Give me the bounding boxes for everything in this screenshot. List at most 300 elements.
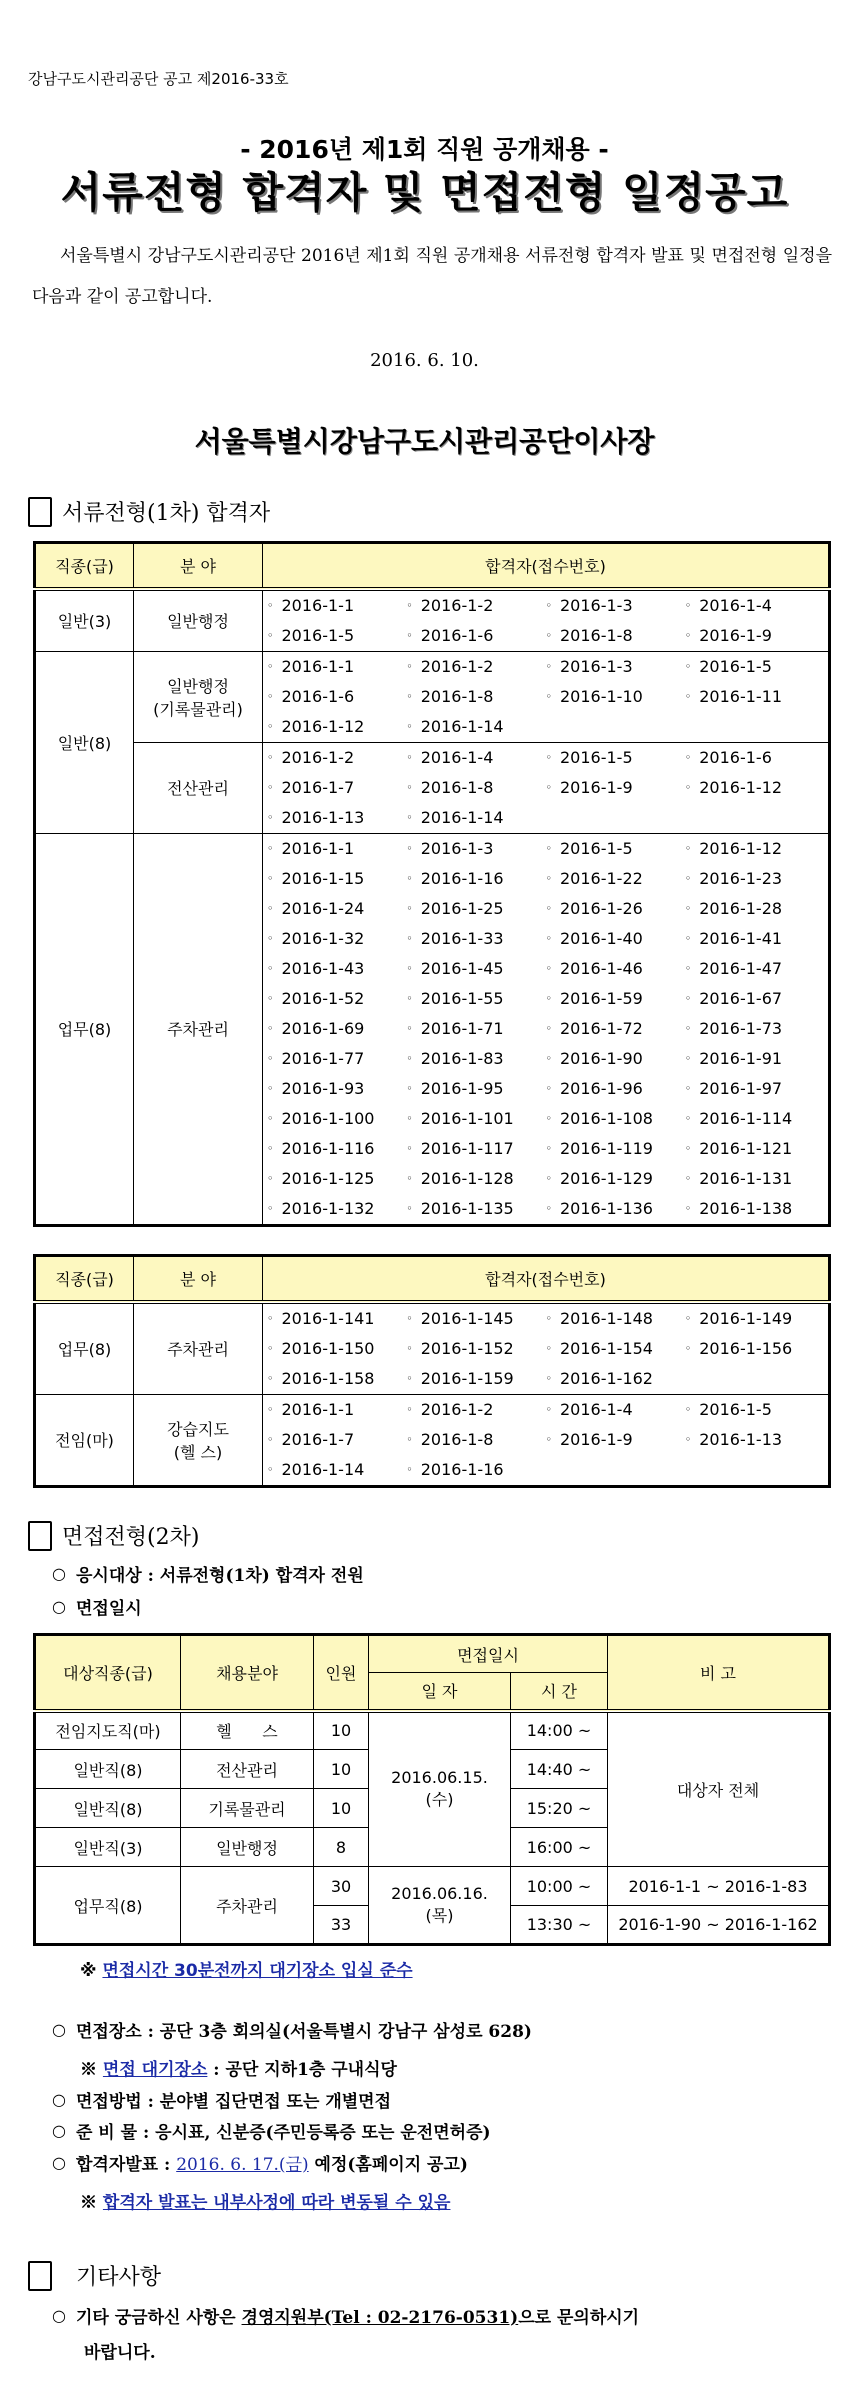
- passer-id-text: 2016-1-90: [560, 1048, 643, 1068]
- passer-id-text: 2016-1-83: [420, 1048, 504, 1068]
- cell-count: 10: [314, 1750, 369, 1789]
- cell-job: 일반직(8): [35, 1789, 181, 1828]
- bullet-icon: ◦: [684, 659, 692, 673]
- passer-id: [406, 1455, 545, 1485]
- bullet-icon: ◦: [545, 991, 552, 1005]
- cell-field: 전산관리: [181, 1750, 314, 1789]
- header-field: 채용분야: [181, 1635, 314, 1711]
- passer-id-text: 2016-1-125: [281, 1168, 375, 1188]
- bullet-icon: ◦: [267, 780, 274, 794]
- circle-bullet-icon: ○: [52, 2121, 66, 2140]
- target-item: [52, 1561, 364, 1586]
- passer-id: [406, 864, 545, 894]
- passer-id-text: 2016-1-152: [420, 1338, 514, 1358]
- header-time: 시 간: [511, 1673, 608, 1711]
- cell-passers: [263, 833, 830, 1225]
- bullet-icon: ◦: [406, 1371, 413, 1385]
- passer-id-list: [263, 1395, 828, 1485]
- passer-id: [267, 1134, 406, 1164]
- cell-job: 일반(3): [35, 589, 134, 652]
- passer-id-text: 2016-1-16: [420, 868, 504, 888]
- passer-id-text: 2016-1-5: [560, 747, 633, 767]
- passer-id-text: 2016-1-141: [281, 1308, 375, 1328]
- waiting-label: 면접 대기장소: [102, 2060, 208, 2080]
- passer-id: [685, 1134, 824, 1164]
- passer-id: [546, 743, 685, 773]
- items-item: [52, 2118, 491, 2143]
- passers-table-1: [33, 541, 831, 1227]
- passer-id: [267, 1014, 406, 1044]
- passer-id-text: 2016-1-148: [560, 1308, 653, 1328]
- passer-id-text: 2016-1-26: [560, 898, 643, 918]
- table-row: [35, 1394, 830, 1486]
- reference-mark-icon: ※: [80, 1961, 97, 1981]
- passer-id: [546, 1194, 685, 1224]
- bullet-icon: ◦: [545, 780, 552, 794]
- passer-id-list: [263, 834, 828, 1224]
- cell-count: 8: [314, 1828, 369, 1867]
- cell-time: 15:20 ~: [511, 1789, 608, 1828]
- passer-id-text: 2016-1-116: [281, 1138, 375, 1158]
- cell-field: 일반행정: [134, 589, 263, 652]
- passer-id: [406, 803, 545, 833]
- passer-id: [685, 1194, 824, 1224]
- passer-id: [546, 1134, 685, 1164]
- bullet-icon: ◦: [684, 901, 692, 915]
- passer-id: [267, 803, 406, 833]
- passer-id: [406, 834, 545, 864]
- bullet-icon: ◦: [545, 901, 552, 915]
- passer-id: [685, 954, 824, 984]
- passer-id-text: 2016-1-96: [560, 1078, 643, 1098]
- bullet-icon: ◦: [684, 1402, 692, 1416]
- bullet-icon: ◦: [406, 961, 413, 975]
- bullet-icon: ◦: [406, 780, 413, 794]
- passer-id: [685, 984, 824, 1014]
- bullet-icon: ◦: [267, 1341, 274, 1355]
- bullet-icon: ◦: [545, 961, 552, 975]
- cell-field: 일반행정 (기록물관리): [134, 651, 263, 742]
- passer-id-text: 2016-1-9: [699, 625, 772, 645]
- header-job: 직종(급): [35, 1256, 134, 1302]
- bullet-icon: ◦: [406, 689, 413, 703]
- passer-id-text: 2016-1-77: [281, 1048, 365, 1068]
- passer-id: [267, 1074, 406, 1104]
- bullet-icon: ◦: [545, 750, 552, 764]
- passer-id-text: 2016-1-2: [420, 595, 494, 615]
- reference-mark-icon: ※: [80, 2193, 97, 2213]
- passer-id-text: 2016-1-95: [420, 1078, 504, 1098]
- cell-time: 16:00 ~: [511, 1828, 608, 1867]
- cell-job: 전임(마): [35, 1394, 134, 1486]
- cell-field: 기록물관리: [181, 1789, 314, 1828]
- bullet-icon: ◦: [545, 659, 552, 673]
- passer-id: [685, 834, 824, 864]
- passer-id-text: 2016-1-12: [699, 838, 783, 858]
- passer-id: [406, 954, 545, 984]
- bullet-icon: ◦: [545, 1111, 552, 1125]
- cell-field: 일반행정: [181, 1828, 314, 1867]
- passer-id: [267, 1395, 406, 1425]
- cell-field: 전산관리: [134, 742, 263, 833]
- cell-time: 14:40 ~: [511, 1750, 608, 1789]
- bullet-icon: ◦: [406, 1311, 413, 1325]
- passer-id: [685, 773, 824, 803]
- passer-id-text: 2016-1-108: [560, 1108, 653, 1128]
- passer-id: [406, 1074, 545, 1104]
- circle-bullet-icon: ○: [52, 2090, 66, 2109]
- bullet-icon: ◦: [684, 628, 692, 642]
- passer-id-text: 2016-1-71: [420, 1018, 504, 1038]
- bullet-icon: ◦: [684, 598, 692, 612]
- passer-id: [267, 1364, 406, 1394]
- date-text: 2016.06.16.: [391, 1884, 488, 1903]
- cell-job: 일반직(8): [35, 1750, 181, 1789]
- section3-title: 기타사항: [76, 2265, 162, 2290]
- cell-job: 업무(8): [35, 1302, 134, 1395]
- passer-id-text: 2016-1-52: [281, 988, 365, 1008]
- signature: 서울특별시강남구도시관리공단이사장: [194, 425, 655, 458]
- passer-id: [546, 1074, 685, 1104]
- bullet-icon: ◦: [267, 659, 274, 673]
- cell-time: 13:30 ~: [511, 1906, 608, 1945]
- bullet-icon: ◦: [267, 1021, 274, 1035]
- bullet-icon: ◦: [406, 1111, 413, 1125]
- passer-id: [406, 591, 545, 621]
- passer-id: [267, 864, 406, 894]
- passer-id-text: 2016-1-7: [281, 777, 355, 797]
- intro-paragraph: [32, 236, 832, 318]
- bullet-icon: ◦: [684, 1141, 692, 1155]
- announce-item: [52, 2150, 468, 2175]
- passer-id: [406, 1044, 545, 1074]
- passer-id: [546, 924, 685, 954]
- section2-heading: [28, 1520, 199, 1551]
- passer-id: [406, 1014, 545, 1044]
- bullet-icon: ◦: [406, 871, 413, 885]
- passer-id-text: 2016-1-16: [420, 1459, 504, 1479]
- passer-id-list: [263, 591, 828, 651]
- passer-id-text: 2016-1-93: [281, 1078, 365, 1098]
- bullet-icon: ◦: [406, 931, 413, 945]
- header-job: 직종(급): [35, 543, 134, 589]
- passer-id: [546, 1104, 685, 1134]
- passer-id-text: 2016-1-24: [281, 898, 365, 918]
- bullet-icon: ◦: [267, 1402, 274, 1416]
- passer-id-text: 2016-1-41: [699, 928, 783, 948]
- passer-id-text: 2016-1-9: [560, 777, 633, 797]
- passer-id: [546, 682, 685, 712]
- passer-id: [685, 682, 824, 712]
- passer-id: [406, 1104, 545, 1134]
- passer-id: [267, 652, 406, 682]
- bullet-icon: ◦: [406, 1341, 413, 1355]
- passer-id-text: 2016-1-101: [420, 1108, 514, 1128]
- passer-id: [546, 954, 685, 984]
- bullet-icon: ◦: [406, 901, 413, 915]
- bullet-icon: ◦: [545, 1081, 552, 1095]
- bullet-icon: ◦: [267, 1462, 274, 1476]
- bullet-icon: ◦: [545, 1341, 552, 1355]
- place-text: 면접장소 : 공단 3층 회의실(서울특별시 강남구 삼성로 628): [75, 2022, 532, 2042]
- passer-id-text: 2016-1-97: [699, 1078, 783, 1098]
- bullet-icon: ◦: [684, 841, 692, 855]
- passer-id: [406, 1194, 545, 1224]
- bullet-icon: ◦: [267, 750, 274, 764]
- place-item: [52, 2017, 532, 2042]
- circle-bullet-icon: ○: [52, 2020, 66, 2039]
- passer-id: [406, 984, 545, 1014]
- passer-id: [406, 712, 545, 742]
- passer-id-text: 2016-1-22: [560, 868, 643, 888]
- bullet-icon: ◦: [545, 1051, 552, 1065]
- passer-id-text: 2016-1-4: [699, 595, 772, 615]
- passer-id-list: [263, 1304, 828, 1394]
- passer-id-text: 2016-1-14: [281, 1459, 365, 1479]
- day-text: (수): [425, 1790, 454, 1810]
- passer-id: [685, 591, 824, 621]
- cell-date: [369, 1711, 511, 1867]
- contact-post: 으로 문의하시기: [518, 2308, 640, 2328]
- announce-note: [80, 2188, 450, 2213]
- bullet-icon: ◦: [684, 931, 692, 945]
- passer-id-text: 2016-1-114: [699, 1108, 793, 1128]
- table-row: [35, 742, 830, 833]
- bullet-icon: ◦: [684, 961, 692, 975]
- passer-id-text: 2016-1-13: [281, 807, 365, 827]
- table-row: [35, 1711, 830, 1750]
- bullet-icon: ◦: [406, 659, 413, 673]
- passer-id-text: 2016-1-158: [281, 1368, 375, 1388]
- passer-id: [406, 1164, 545, 1194]
- cell-passers: [263, 742, 830, 833]
- passer-id-text: 2016-1-5: [699, 656, 772, 676]
- bullet-icon: ◦: [545, 628, 552, 642]
- bullet-icon: ◦: [406, 719, 413, 733]
- passer-id: [406, 682, 545, 712]
- bullet-icon: ◦: [267, 810, 274, 824]
- cell-passers: [263, 1394, 830, 1486]
- passer-id-text: 2016-1-132: [281, 1198, 375, 1218]
- passer-id-text: 2016-1-8: [420, 777, 494, 797]
- bullet-icon: ◦: [267, 598, 274, 612]
- passer-id: [546, 1395, 685, 1425]
- passer-id: [267, 621, 406, 651]
- bullet-icon: ◦: [684, 991, 692, 1005]
- header-date: 일 자: [369, 1673, 511, 1711]
- section3-heading: [28, 2260, 161, 2291]
- passer-id-text: 2016-1-1: [281, 1399, 355, 1419]
- method-text: 면접방법 : 분야별 집단면접 또는 개별면접: [75, 2092, 392, 2112]
- passer-id-text: 2016-1-69: [281, 1018, 365, 1038]
- bullet-icon: ◦: [684, 780, 692, 794]
- bullet-icon: ◦: [545, 1201, 552, 1215]
- passer-id-text: 2016-1-23: [699, 868, 783, 888]
- cell-job: 업무직(8): [35, 1867, 181, 1945]
- passer-id-text: 2016-1-46: [560, 958, 643, 978]
- document-number: 강남구도시관리공단 공고 제2016-33호: [28, 70, 289, 88]
- passer-id-text: 2016-1-5: [281, 625, 355, 645]
- passer-id-text: 2016-1-150: [281, 1338, 375, 1358]
- passer-id: [267, 743, 406, 773]
- passer-id: [685, 894, 824, 924]
- cell-date: [369, 1867, 511, 1945]
- bullet-icon: ◦: [545, 1432, 552, 1446]
- bullet-icon: ◦: [406, 841, 413, 855]
- passer-id-text: 2016-1-72: [560, 1018, 643, 1038]
- cell-field: 주차관리: [181, 1867, 314, 1945]
- cell-count: 10: [314, 1711, 369, 1750]
- passer-id: [406, 1304, 545, 1334]
- passer-id-text: 2016-1-8: [420, 686, 494, 706]
- bullet-icon: ◦: [406, 1201, 413, 1215]
- cell-field: 강습지도 (헬 스): [134, 1394, 263, 1486]
- waiting-value: : 공단 지하1층 구내식당: [207, 2060, 397, 2080]
- passer-id: [267, 773, 406, 803]
- passer-id: [406, 924, 545, 954]
- passer-id-text: 2016-1-10: [560, 686, 643, 706]
- arrival-note: [80, 1956, 413, 1981]
- passer-id: [267, 924, 406, 954]
- bullet-icon: ◦: [545, 841, 552, 855]
- passer-id: [406, 894, 545, 924]
- cell-job: 전임지도직(마): [35, 1711, 181, 1750]
- bullet-icon: ◦: [406, 1402, 413, 1416]
- passer-id-text: 2016-1-45: [420, 958, 504, 978]
- schedule-label: 면접일시: [75, 1599, 142, 1619]
- passer-id-text: 2016-1-159: [420, 1368, 514, 1388]
- cell-job: 일반직(3): [35, 1828, 181, 1867]
- cell-field: 헬 스: [181, 1711, 314, 1750]
- passer-id-text: 2016-1-1: [281, 838, 355, 858]
- passer-id: [267, 712, 406, 742]
- contact-pre: 기타 궁금하신 사항은: [75, 2308, 242, 2328]
- cell-field: 주차관리: [134, 833, 263, 1225]
- passer-id-text: 2016-1-135: [420, 1198, 514, 1218]
- bullet-icon: ◦: [406, 1081, 413, 1095]
- bullet-icon: ◦: [267, 1432, 274, 1446]
- bullet-icon: ◦: [406, 628, 413, 642]
- table-row: [35, 589, 830, 652]
- passer-id-text: 2016-1-6: [699, 747, 772, 767]
- passer-id: [546, 652, 685, 682]
- contact-item: [52, 2303, 639, 2328]
- passer-id-text: 2016-1-2: [420, 656, 494, 676]
- bullet-icon: ◦: [267, 628, 274, 642]
- bullet-icon: ◦: [267, 1081, 274, 1095]
- passer-id-text: 2016-1-59: [560, 988, 643, 1008]
- passer-id-text: 2016-1-5: [699, 1399, 772, 1419]
- intro-text: 서울특별시 강남구도시관리공단 2016년 제1회 직원 공개채용 서류전형 합격자 발표 및 면접전형 일정을 다음과 같이 공고합니다.: [32, 246, 832, 307]
- passer-id-text: 2016-1-55: [420, 988, 504, 1008]
- passer-id-text: 2016-1-15: [281, 868, 365, 888]
- announce-suffix: 예정(홈페이지 공고): [308, 2155, 468, 2175]
- passer-id-text: 2016-1-3: [420, 838, 494, 858]
- bullet-icon: ◦: [267, 1141, 274, 1155]
- passer-id-text: 2016-1-73: [699, 1018, 783, 1038]
- announcement-date: 2016. 6. 10.: [370, 350, 479, 371]
- passer-id: [267, 834, 406, 864]
- passer-id-text: 2016-1-100: [281, 1108, 375, 1128]
- checkbox-square-icon: [28, 497, 52, 527]
- passer-id-text: 2016-1-67: [699, 988, 783, 1008]
- bullet-icon: ◦: [267, 719, 274, 733]
- header-remark: 비 고: [608, 1635, 830, 1711]
- passer-id: [546, 984, 685, 1014]
- bullet-icon: ◦: [545, 871, 552, 885]
- passer-id-text: 2016-1-12: [699, 777, 783, 797]
- cell-passers: [263, 589, 830, 652]
- circle-bullet-icon: ○: [52, 2306, 66, 2325]
- bullet-icon: ◦: [267, 1111, 274, 1125]
- passer-id: [267, 984, 406, 1014]
- cell-time: 10:00 ~: [511, 1867, 608, 1906]
- passer-id-text: 2016-1-162: [560, 1368, 653, 1388]
- bullet-icon: ◦: [267, 901, 274, 915]
- passer-id-text: 2016-1-2: [281, 747, 355, 767]
- bullet-icon: ◦: [267, 1201, 274, 1215]
- bullet-icon: ◦: [684, 1432, 692, 1446]
- passer-id-text: 2016-1-14: [420, 807, 504, 827]
- checkbox-square-icon: [28, 1521, 52, 1551]
- announce-date: 2016. 6. 17.(금): [176, 2155, 309, 2175]
- passer-id: [267, 1425, 406, 1455]
- passer-id-text: 2016-1-5: [560, 838, 633, 858]
- header-field: 분 야: [134, 1256, 263, 1302]
- header-passers: 합격자(접수번호): [263, 543, 830, 589]
- passer-id-text: 2016-1-136: [560, 1198, 653, 1218]
- cell-passers: [263, 651, 830, 742]
- passer-id: [406, 1395, 545, 1425]
- passer-id: [267, 1455, 406, 1485]
- bullet-icon: ◦: [684, 689, 692, 703]
- passer-id: [546, 864, 685, 894]
- passer-id-text: 2016-1-11: [699, 686, 783, 706]
- passer-id: [685, 652, 824, 682]
- bullet-icon: ◦: [406, 991, 413, 1005]
- passer-id-text: 2016-1-2: [420, 1399, 494, 1419]
- passer-id: [546, 621, 685, 651]
- cell-job: 업무(8): [35, 833, 134, 1225]
- bullet-icon: ◦: [267, 1171, 274, 1185]
- passer-id: [406, 773, 545, 803]
- passer-id-text: 2016-1-1: [281, 656, 355, 676]
- passers-table-2: [33, 1254, 831, 1488]
- passer-id-text: 2016-1-28: [699, 898, 783, 918]
- bullet-icon: ◦: [684, 871, 692, 885]
- passer-id: [267, 954, 406, 984]
- passer-id: [685, 1304, 824, 1334]
- circle-bullet-icon: ○: [52, 2153, 66, 2172]
- passer-id-text: 2016-1-12: [281, 716, 365, 736]
- passer-id-text: 2016-1-3: [560, 656, 633, 676]
- passer-id: [546, 1044, 685, 1074]
- bullet-icon: ◦: [545, 1371, 552, 1385]
- cell-count: 10: [314, 1789, 369, 1828]
- passer-id-text: 2016-1-119: [560, 1138, 653, 1158]
- passer-id: [685, 1014, 824, 1044]
- bullet-icon: ◦: [684, 1311, 692, 1325]
- table-row: [35, 1867, 830, 1906]
- passer-id: [685, 864, 824, 894]
- passer-id: [267, 1194, 406, 1224]
- header-passers: 합격자(접수번호): [263, 1256, 830, 1302]
- passer-id: [406, 1134, 545, 1164]
- passer-id: [267, 1044, 406, 1074]
- table-row: [35, 651, 830, 742]
- bullet-icon: ◦: [267, 1311, 274, 1325]
- passer-id: [685, 1334, 824, 1364]
